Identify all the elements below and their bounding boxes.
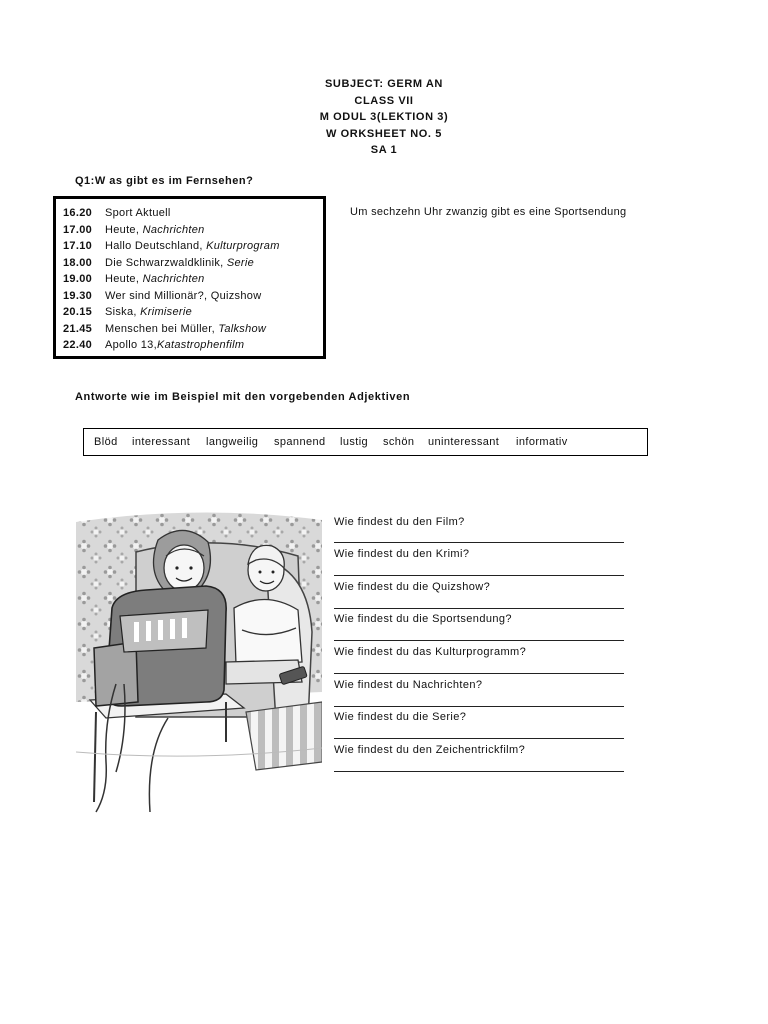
program-name: Hallo Deutschland, <box>105 240 207 252</box>
program-row <box>63 290 261 302</box>
adjective-box <box>83 428 648 456</box>
question-item: Wie findest du Nachrichten? <box>334 679 483 691</box>
program-genre: Nachrichten <box>142 223 205 236</box>
program-time: 19.00 <box>63 273 93 285</box>
program-time: 19.30 <box>63 289 93 302</box>
program-name: Heute, <box>105 223 143 236</box>
program-name: Apollo 13, <box>105 339 157 351</box>
question-item: Wie findest du das Kulturprogramm? <box>334 646 527 658</box>
program-name: Die Schwarzwaldklinik, <box>105 256 227 269</box>
adjective-item: schön <box>383 436 415 448</box>
program-row <box>63 339 244 351</box>
question-item: Wie findest du die Quizshow? <box>334 581 491 593</box>
program-row <box>63 207 171 219</box>
question-item: Wie findest du die Sportsendung? <box>334 613 512 625</box>
adjective-item: uninteressant <box>428 436 500 448</box>
program-name: Sport Aktuell <box>105 207 171 219</box>
program-genre: Krimiserie <box>140 306 193 318</box>
question-item: Wie findest du den Zeichentrickfilm? <box>334 744 526 756</box>
answer-line[interactable] <box>334 542 624 543</box>
program-genre: Talkshow <box>218 322 267 335</box>
question1-title: Q1:W as gibt es im Fernsehen? <box>75 175 254 187</box>
question-item: Wie findest du die Serie? <box>334 711 467 723</box>
program-genre: Katastrophenfilm <box>156 339 245 351</box>
program-time: 20.15 <box>63 306 93 318</box>
program-row <box>63 257 254 269</box>
subject-line: SUBJECT: GERM AN <box>325 78 443 90</box>
answer-line[interactable] <box>334 771 624 772</box>
worksheet-header <box>0 76 768 159</box>
answer-line[interactable] <box>334 673 624 674</box>
adjective-item: Blöd <box>94 436 118 448</box>
program-genre: Serie <box>226 256 255 269</box>
question-item: Wie findest du den Film? <box>334 516 465 528</box>
program-time: 18.00 <box>63 256 93 269</box>
program-genre: Kulturprogram <box>206 240 280 252</box>
answer-line[interactable] <box>334 640 624 641</box>
program-time: 21.45 <box>63 322 93 335</box>
program-name: Menschen bei Müller, <box>105 322 219 335</box>
adjective-item: langweilig <box>206 436 259 448</box>
program-name: Heute, <box>105 273 143 285</box>
adjective-item: lustig <box>340 436 369 448</box>
answer-line[interactable] <box>334 608 624 609</box>
adjective-item: spannend <box>274 436 326 448</box>
program-genre: Nachrichten <box>142 273 205 285</box>
question-item: Wie findest du den Krimi? <box>334 548 470 560</box>
adjective-item: informativ <box>516 436 568 448</box>
answer-line[interactable] <box>334 575 624 576</box>
instruction-text: Antworte wie im Beispiel mit den vorgebenden Adjektiven <box>75 391 411 403</box>
program-name: Siska, <box>105 306 141 318</box>
answer-line[interactable] <box>334 738 624 739</box>
example-answer: Um sechzehn Uhr zwanzig gibt es eine Sportsendung <box>350 206 627 218</box>
program-row <box>63 323 266 335</box>
program-row <box>63 224 205 236</box>
program-name: Wer sind Millionär?, Quizshow <box>105 289 262 302</box>
class-line: CLASS VII <box>354 94 414 107</box>
program-row <box>63 240 280 252</box>
program-time: 16.20 <box>63 207 93 219</box>
program-time: 17.00 <box>63 223 93 236</box>
answer-line[interactable] <box>334 706 624 707</box>
tv-program-box <box>53 196 326 359</box>
sa-line: SA 1 <box>370 144 398 156</box>
program-row <box>63 306 192 318</box>
program-row <box>63 273 205 285</box>
adjective-item: interessant <box>132 436 191 448</box>
worksheet-line: W ORKSHEET NO. 5 <box>326 127 442 140</box>
modul-line: M ODUL 3(LEKTION 3) <box>319 111 449 123</box>
program-time: 17.10 <box>63 240 93 252</box>
children-watching-tv-illustration <box>76 512 322 815</box>
program-time: 22.40 <box>63 339 93 351</box>
